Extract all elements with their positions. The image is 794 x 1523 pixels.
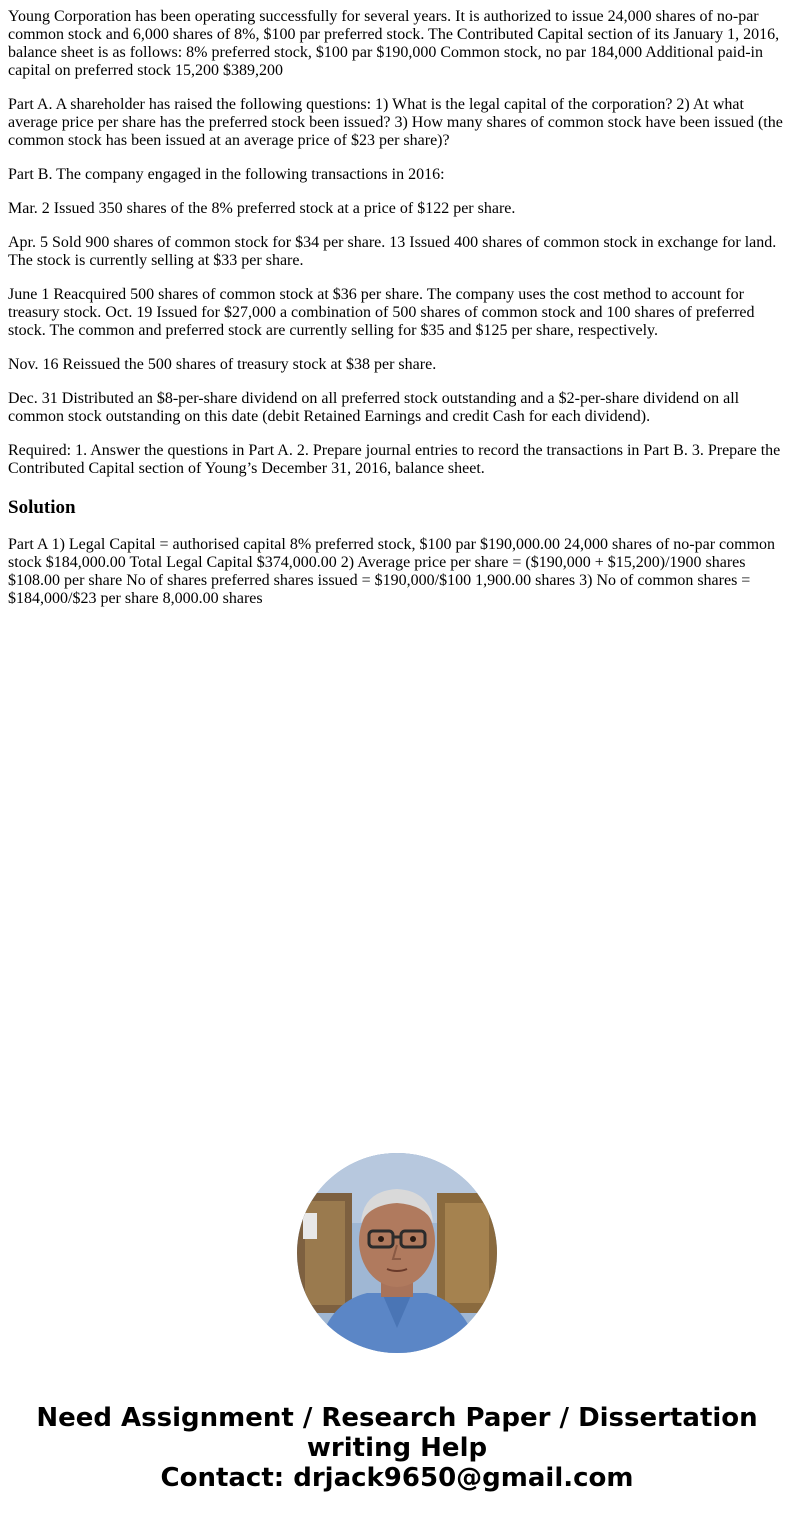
- transaction-june-paragraph: June 1 Reacquired 500 shares of common stock at $36 per share. The company uses the cost method to account for treasury stock. Oct. 19 Issued for $27,000 a combination of 500 shares of common stock and 100 shares of preferred stock. The common and preferred stock are currently selling for $35 and $125 per share, respectively.: [8, 286, 755, 339]
- question-content: [8, 0, 786, 624]
- transaction-mar-paragraph: Mar. 2 Issued 350 shares of the 8% preferred stock at a price of $122 per share.: [8, 200, 516, 217]
- question-intro-paragraph: Young Corporation has been operating successfully for several years. It is authorized to issue 24,000 shares of no-par common stock and 6,000 shares of 8%, $100 par preferred stock. The Contributed Capital section of its January 1, 2016, balance sheet is as follows: 8% preferred stock, $100 par $190,000 Common stock, no par 184,000 Additional paid-in capital on preferred stock 15,200 $389,200: [8, 8, 780, 79]
- footer-line-contact: Contact: drjack9650@gmail.com: [160, 1463, 634, 1493]
- author-avatar: [297, 1153, 497, 1353]
- transaction-dec-paragraph: Dec. 31 Distributed an $8-per-share dividend on all preferred stock outstanding and a $2-per-share dividend on all common stock outstanding on this date (debit Retained Earnings and credit Cash for each dividend).: [8, 390, 740, 425]
- author-portrait-image: [297, 1153, 497, 1353]
- required-paragraph: Required: 1. Answer the questions in Part A. 2. Prepare journal entries to record the transactions in Part B. 3. Prepare the Contributed Capital section of Young’s December 31, 2016, balance sheet.: [8, 442, 781, 477]
- transaction-apr-paragraph: Apr. 5 Sold 900 shares of common stock for $34 per share. 13 Issued 400 shares of common stock in exchange for land. The stock is currently selling at $33 per share.: [8, 234, 777, 269]
- contact-footer: [0, 1403, 794, 1493]
- part-b-paragraph: Part B. The company engaged in the following transactions in 2016:: [8, 166, 445, 183]
- footer-line-assignment: Need Assignment / Research Paper / Dissertation: [36, 1403, 758, 1433]
- solution-heading: Solution: [8, 497, 76, 518]
- transaction-nov-paragraph: Nov. 16 Reissued the 500 shares of treasury stock at $38 per share.: [8, 356, 437, 373]
- footer-line-help: writing Help: [306, 1433, 488, 1463]
- solution-text: Part A 1) Legal Capital = authorised capital 8% preferred stock, $100 par $190,000.00 24,000 shares of no-par common stock $184,000.00 Total Legal Capital $374,000.00 2) Average price per share = ($190,000 + $15,200)/1900 shares $108.00 per share No of shares preferred shares issued = $190,000/$100 1,900.00 shares 3) No of common shares = $184,000/$23 per share 8,000.00 shares: [8, 536, 776, 607]
- part-a-paragraph: Part A. A shareholder has raised the following questions: 1) What is the legal capital of the corporation? 2) At what average price per share has the preferred stock been issued? 3) How many shares of common stock have been issued (the common stock has been issued at an average price of $23 per share)?: [8, 96, 783, 149]
